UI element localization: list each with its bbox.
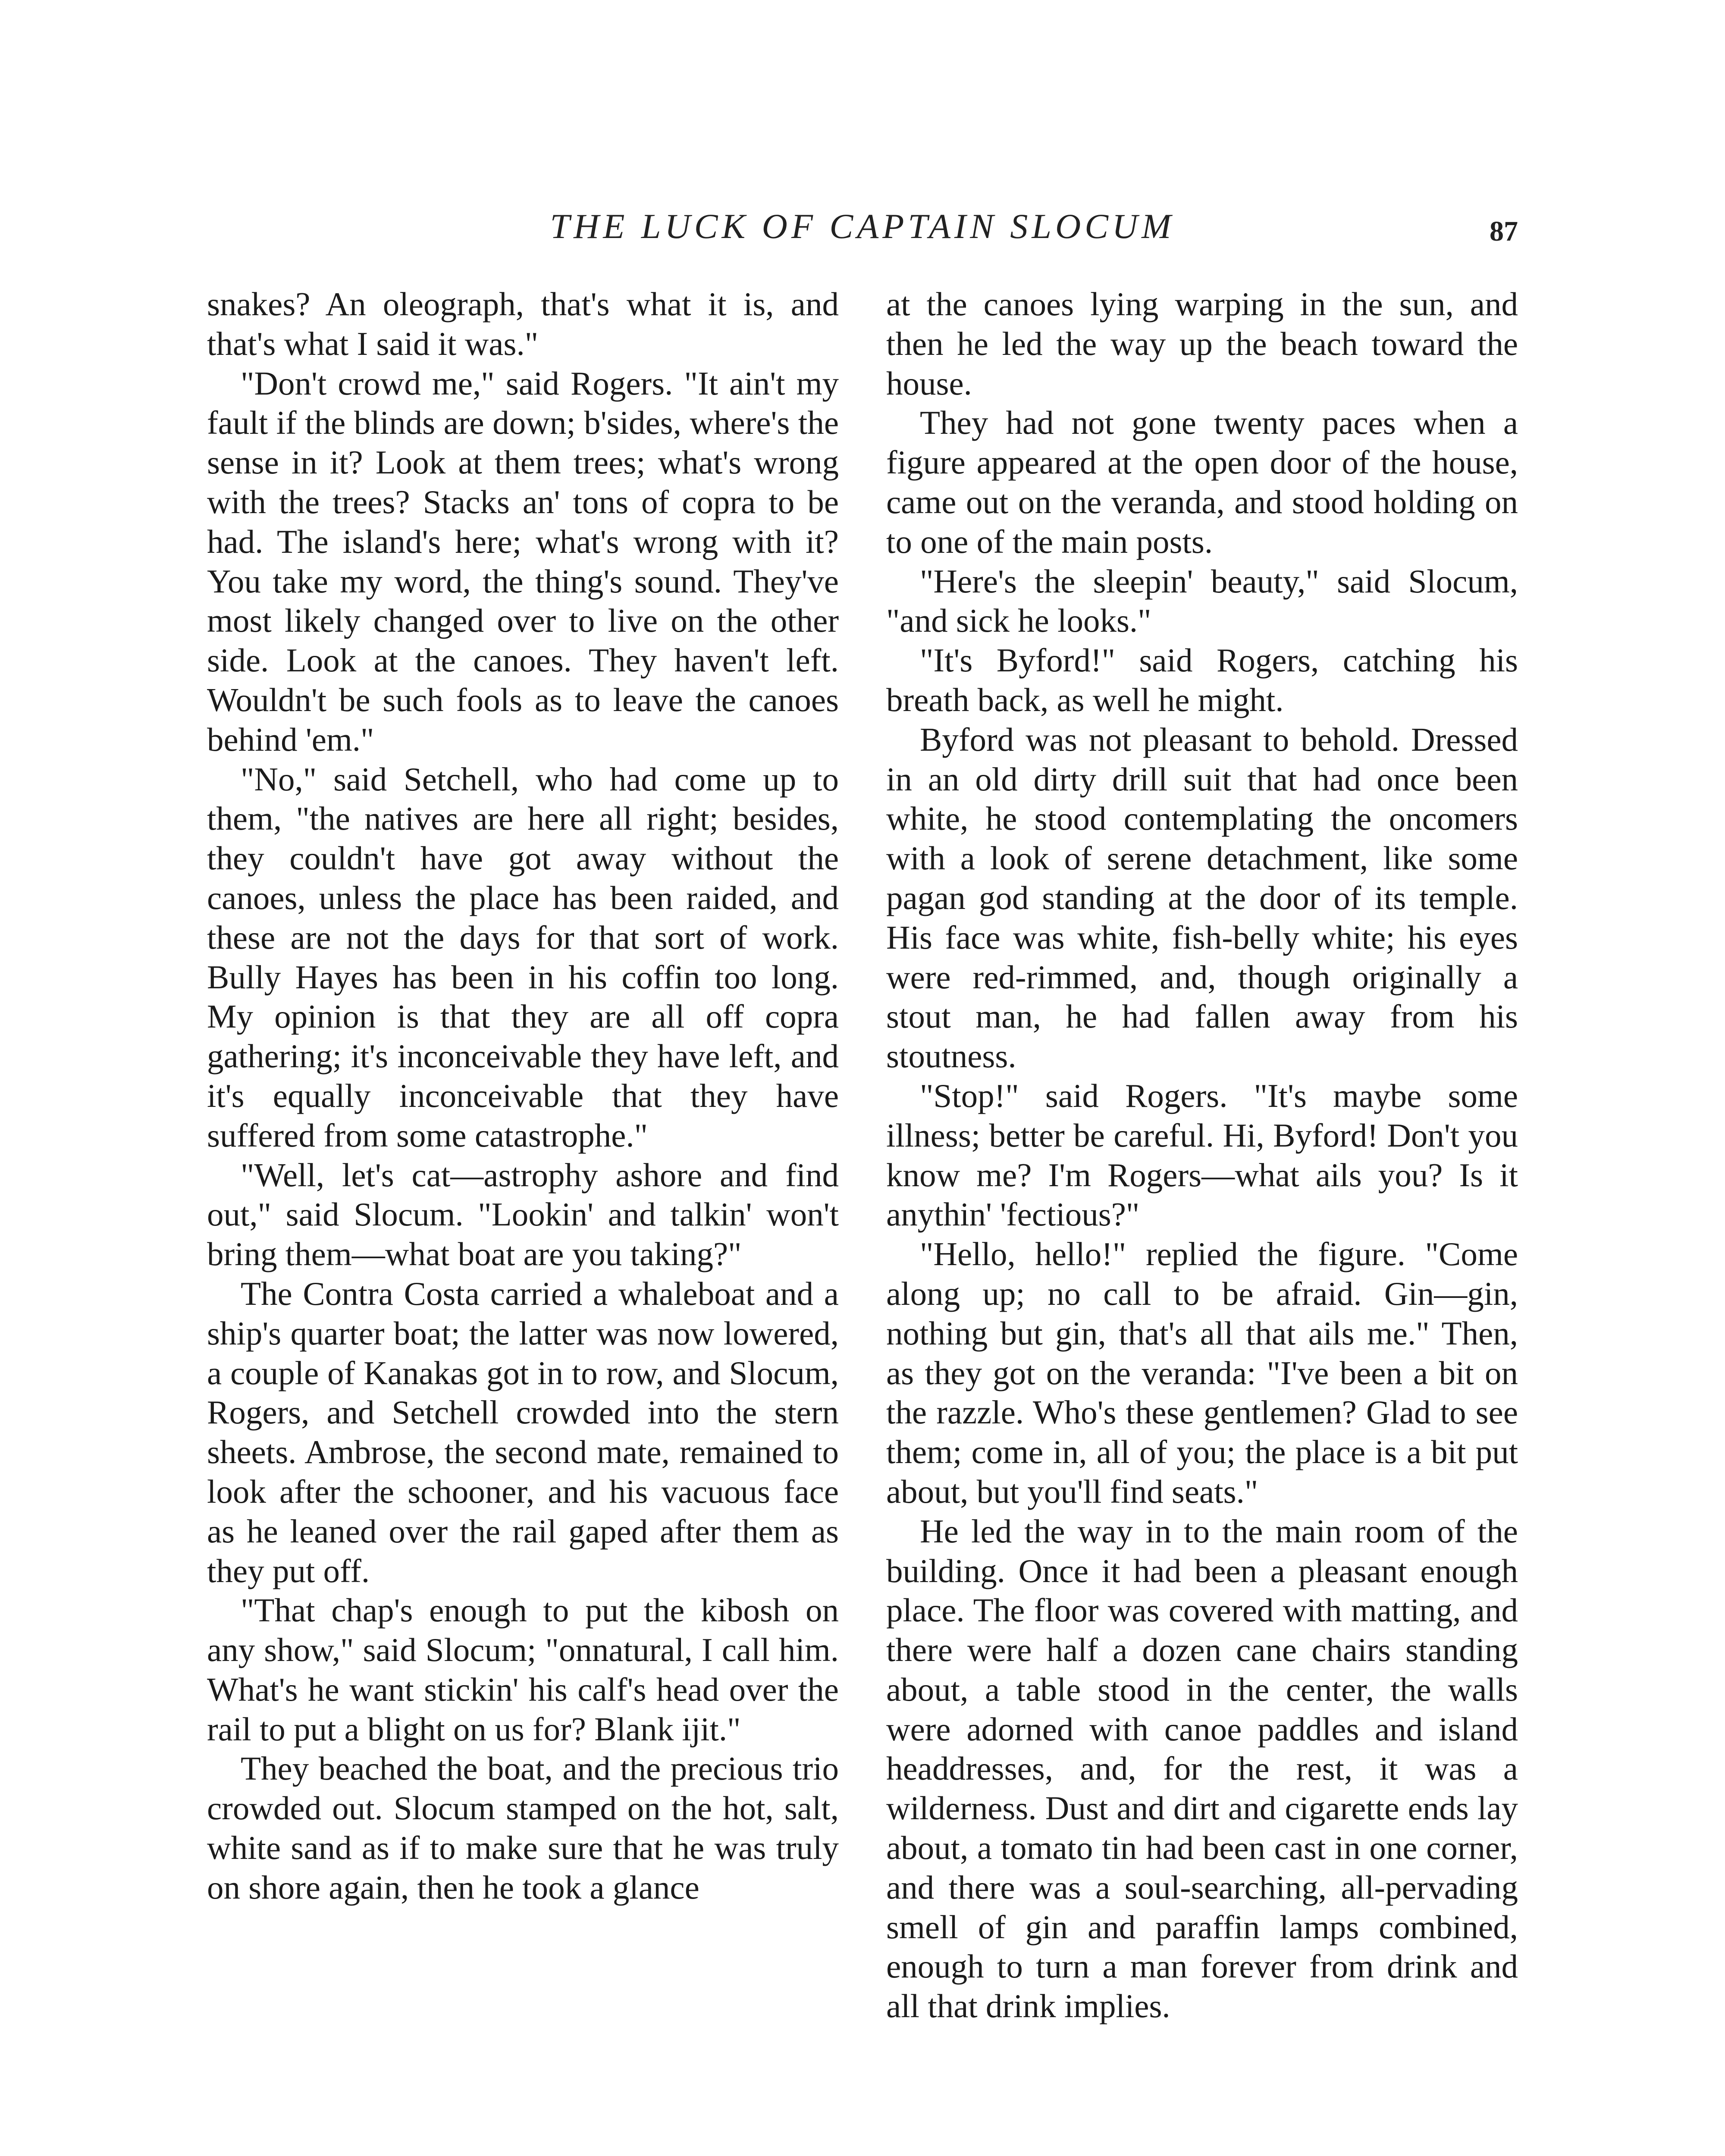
paragraph: "Well, let's cat—astrophy ashore and find out," said Slocum. "Lookin' and talkin' won't bring them—what boat are you taking?" bbox=[207, 1156, 839, 1273]
running-head bbox=[207, 203, 1518, 250]
page-number: 87 bbox=[1490, 216, 1518, 247]
right-column bbox=[886, 285, 1518, 2026]
paragraph: at the canoes lying warping in the sun, and then he led the way up the beach toward the house. bbox=[886, 285, 1518, 402]
running-title: THE LUCK OF CAPTAIN SLOCUM bbox=[550, 207, 1175, 246]
paragraph: They had not gone twenty paces when a figure appeared at the open door of the house, came out on the veranda, and stood holding on to one of the main posts. bbox=[886, 404, 1518, 560]
paragraph: Byford was not pleasant to behold. Dressed in an old dirty drill suit that had once been white, he stood contemplating the oncomers with a look of serene detachment, like some pagan god standing at the door of its temple. His face was white, fish-belly white; his eyes were red-rimmed, and, though originally a stout man, he had fallen away from his stoutness. bbox=[886, 721, 1518, 1075]
left-column bbox=[207, 285, 839, 1908]
paragraph: "Here's the sleepin' beauty," said Slocum, "and sick he looks." bbox=[886, 562, 1518, 639]
paragraph: "Stop!" said Rogers. "It's maybe some illness; better be careful. Hi, Byford! Don't you know me? I'm Rogers—what ails you? Is it anythin' 'fectious?" bbox=[886, 1077, 1518, 1233]
paragraph: snakes? An oleograph, that's what it is, and that's what I said it was." bbox=[207, 285, 839, 362]
paragraph: He led the way in to the main room of the building. Once it had been a pleasant enough place. The floor was covered with matting, and there were half a dozen cane chairs standing about, a table stood in the center, the walls were adorned with canoe paddles and island headdresses, and, for the rest, it was a wilderness. Dust and dirt and cigarette ends lay about, a tomato tin had been cast in one corner, and there was a soul-searching, all-pervading smell of gin and paraffin lamps combined, enough to turn a man forever from drink and all that drink implies. bbox=[886, 1512, 1518, 2025]
paragraph: "That chap's enough to put the kibosh on any show," said Slocum; "onnatural, I call him. What's he want stickin' his calf's head over the rail to put a blight on us for? Blank ijit." bbox=[207, 1592, 839, 1748]
paragraph: "It's Byford!" said Rogers, catching his breath back, as well he might. bbox=[886, 642, 1518, 718]
paragraph: The Contra Costa carried a whaleboat and a ship's quarter boat; the latter was now lowered, a couple of Kanakas got in to row, and Slocum, Rogers, and Setchell crowded into the stern sheets. Ambrose, the second mate, remained to look after the schooner, and his vacuous face as he leaned over the rail gaped after them as they put off. bbox=[207, 1275, 839, 1589]
paragraph: "No," said Setchell, who had come up to them, "the natives are here all right; besides, they couldn't have got away without the canoes, unless the place has been raided, and these are not the days for that sort of work. Bully Hayes has been in his coffin too long. My opinion is that they are all off copra gathering; it's inconceivable they have left, and it's equally inconceivable that they have suffered from some catastrophe." bbox=[207, 760, 839, 1154]
paragraph: They beached the boat, and the precious trio crowded out. Slocum stamped on the hot, salt, white sand as if to make sure that he was truly on shore again, then he took a glance bbox=[207, 1750, 839, 1906]
paragraph: "Hello, hello!" replied the figure. "Come along up; no call to be afraid. Gin—gin, nothing but gin, that's all that ails me." Then, as they got on the veranda: "I've been a bit on the razzle. Who's these gentlemen? Glad to see them; come in, all of you; the place is a bit put about, but you'll find seats." bbox=[886, 1235, 1518, 1510]
paragraph: "Don't crowd me," said Rogers. "It ain't my fault if the blinds are down; b'sides, where's the sense in it? Look at them trees; what's wrong with the trees? Stacks an' tons of copra to be had. The island's here; what's wrong with it? You take my word, the thing's sound. They've most likely changed over to live on the other side. Look at the canoes. They haven't left. Wouldn't be such fools as to leave the canoes behind 'em." bbox=[207, 364, 839, 758]
